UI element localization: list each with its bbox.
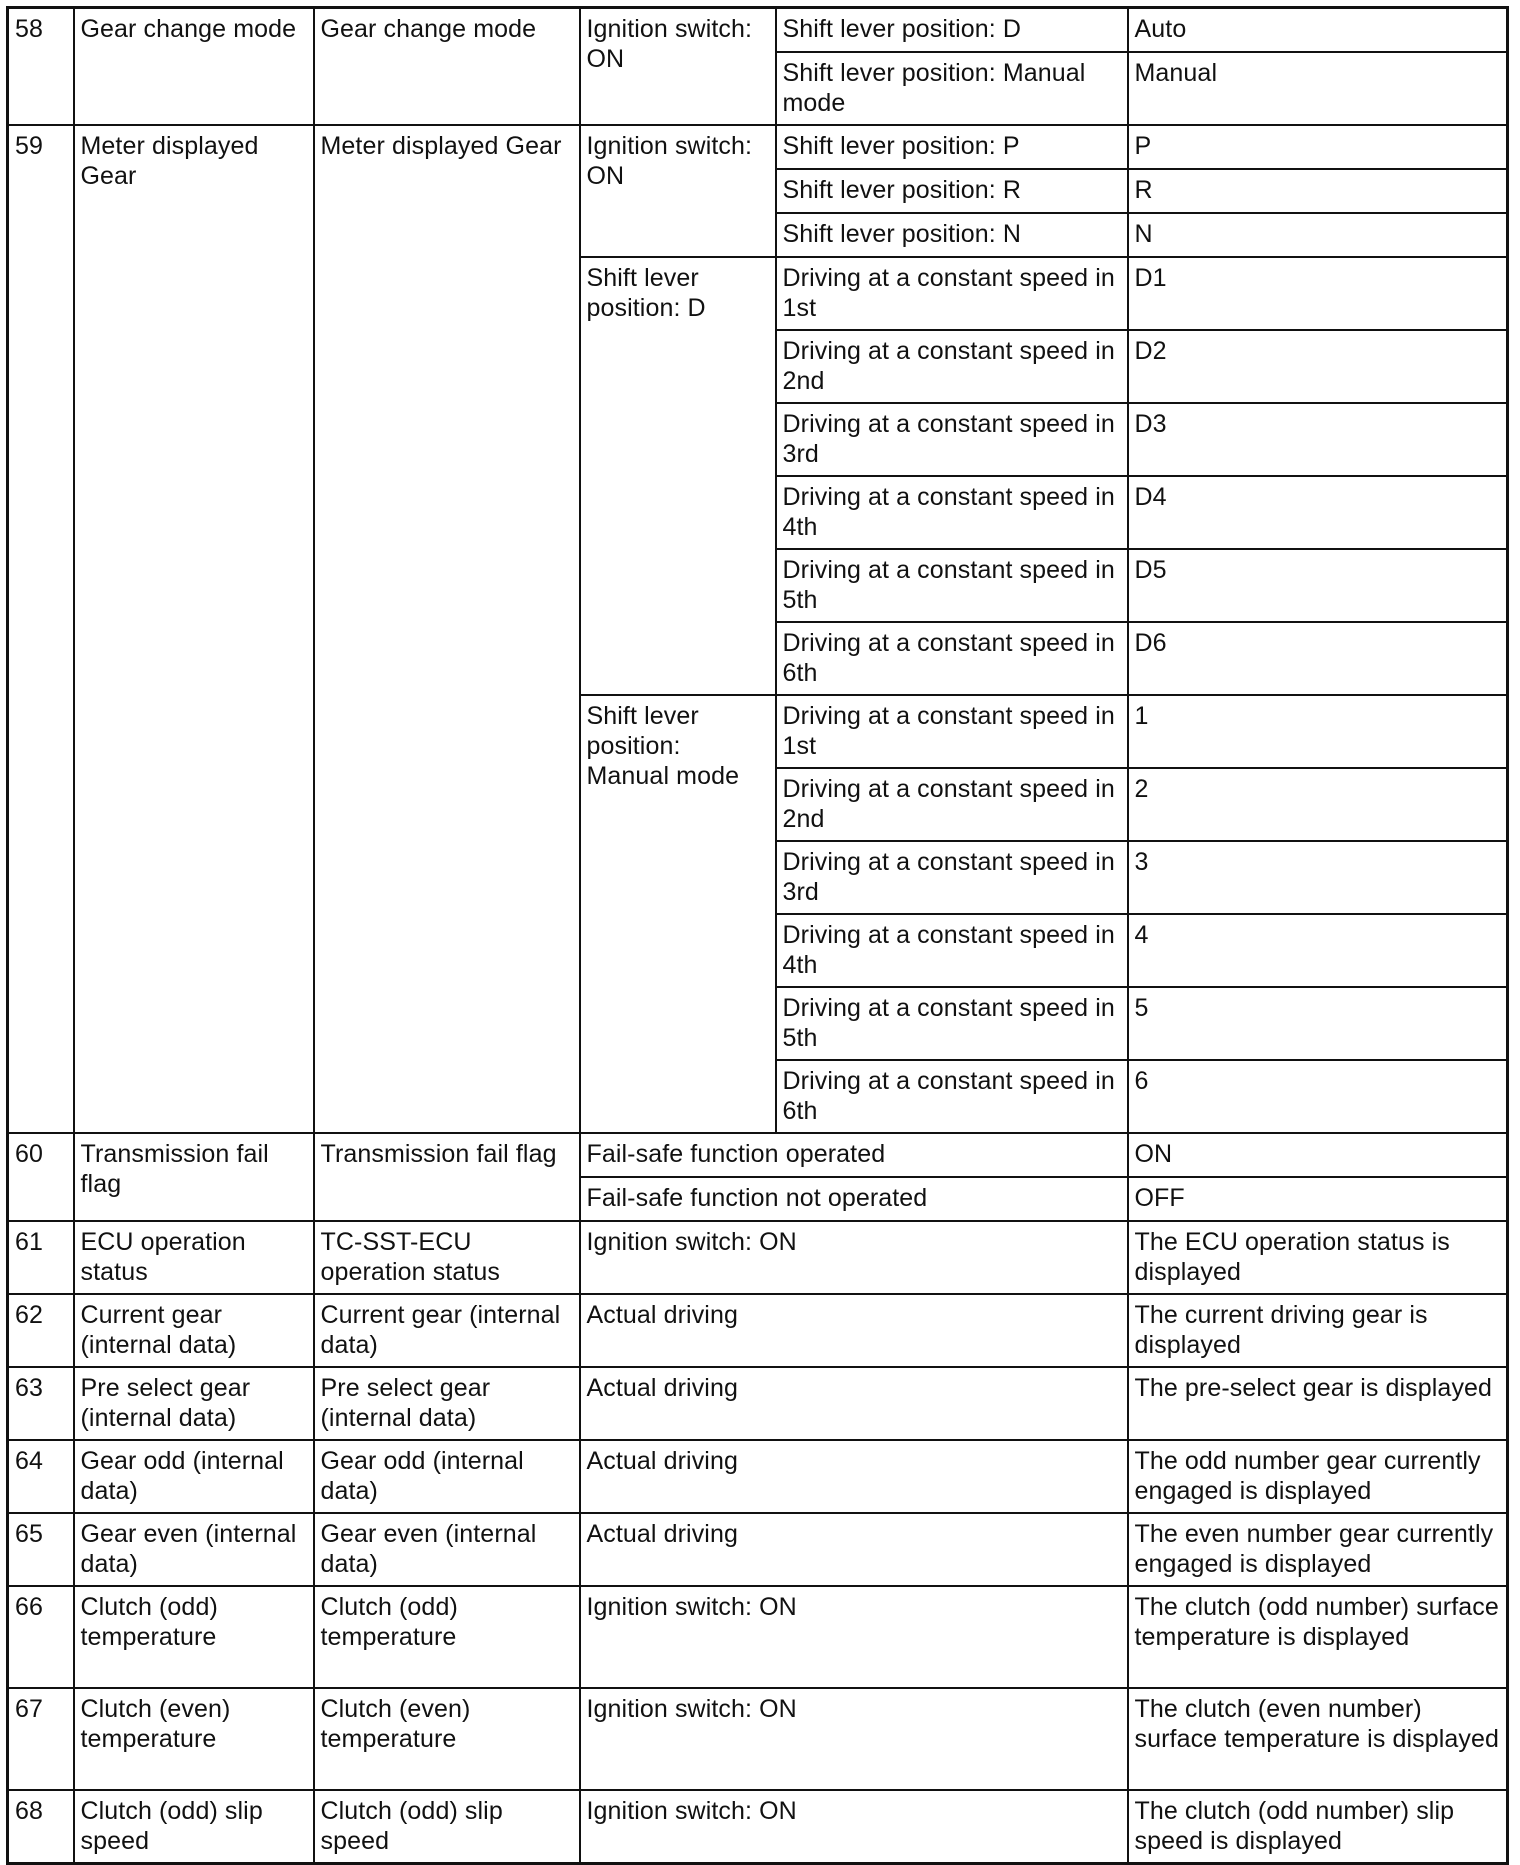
specification: D1 bbox=[1128, 257, 1508, 330]
measurement-item: Gear odd (internal data) bbox=[314, 1440, 580, 1513]
specification: P bbox=[1128, 125, 1508, 169]
condition: Fail-safe function not operated bbox=[580, 1177, 1128, 1221]
specification: 3 bbox=[1128, 841, 1508, 914]
specification: N bbox=[1128, 213, 1508, 257]
item-name: Clutch (odd) slip speed bbox=[74, 1790, 314, 1864]
specification: Auto bbox=[1128, 8, 1508, 53]
row-number: 67 bbox=[8, 1688, 74, 1790]
specification: 2 bbox=[1128, 768, 1508, 841]
specification: The clutch (odd number) surface temperature is displayed bbox=[1128, 1586, 1508, 1688]
condition-group: Shift lever position: D bbox=[580, 257, 776, 695]
table-row bbox=[8, 125, 1508, 169]
condition-detail: Driving at a constant speed in 1st bbox=[776, 257, 1128, 330]
specification: 1 bbox=[1128, 695, 1508, 768]
condition-detail: Driving at a constant speed in 2nd bbox=[776, 330, 1128, 403]
row-number: 64 bbox=[8, 1440, 74, 1513]
specification: R bbox=[1128, 169, 1508, 213]
specification: The clutch (even number) surface temperature is displayed bbox=[1128, 1688, 1508, 1790]
specification: OFF bbox=[1128, 1177, 1508, 1221]
measurement-item: Clutch (odd) slip speed bbox=[314, 1790, 580, 1864]
table-row bbox=[8, 1688, 1508, 1790]
specification: The odd number gear currently engaged is displayed bbox=[1128, 1440, 1508, 1513]
measurement-item: Gear even (internal data) bbox=[314, 1513, 580, 1586]
table-row bbox=[8, 1367, 1508, 1440]
specification: D3 bbox=[1128, 403, 1508, 476]
row-number: 66 bbox=[8, 1586, 74, 1688]
specification: D5 bbox=[1128, 549, 1508, 622]
condition-group: Shift lever position: Manual mode bbox=[580, 695, 776, 1133]
table-row bbox=[8, 1790, 1508, 1864]
measurement-item: Meter displayed Gear bbox=[314, 125, 580, 1133]
measurement-item: Clutch (odd) temperature bbox=[314, 1586, 580, 1688]
specification: D6 bbox=[1128, 622, 1508, 695]
condition-detail: Driving at a constant speed in 3rd bbox=[776, 403, 1128, 476]
specification: 5 bbox=[1128, 987, 1508, 1060]
specification: Manual bbox=[1128, 52, 1508, 125]
item-name: Gear even (internal data) bbox=[74, 1513, 314, 1586]
table-row bbox=[8, 1133, 1508, 1177]
condition: Ignition switch: ON bbox=[580, 1586, 1128, 1688]
row-number: 59 bbox=[8, 125, 74, 1133]
measurement-item: TC-SST-ECU operation status bbox=[314, 1221, 580, 1294]
table-row bbox=[8, 1440, 1508, 1513]
condition-detail: Driving at a constant speed in 5th bbox=[776, 987, 1128, 1060]
row-number: 61 bbox=[8, 1221, 74, 1294]
measurement-item: Current gear (internal data) bbox=[314, 1294, 580, 1367]
condition: Ignition switch: ON bbox=[580, 1221, 1128, 1294]
specification: The even number gear currently engaged is displayed bbox=[1128, 1513, 1508, 1586]
condition-detail: Driving at a constant speed in 6th bbox=[776, 622, 1128, 695]
specification: ON bbox=[1128, 1133, 1508, 1177]
condition-detail: Driving at a constant speed in 4th bbox=[776, 914, 1128, 987]
condition-group: Ignition switch: ON bbox=[580, 125, 776, 257]
condition-detail: Shift lever position: N bbox=[776, 213, 1128, 257]
item-name: Clutch (odd) temperature bbox=[74, 1586, 314, 1688]
specification: The ECU operation status is displayed bbox=[1128, 1221, 1508, 1294]
table-row bbox=[8, 1513, 1508, 1586]
condition-detail: Shift lever position: P bbox=[776, 125, 1128, 169]
condition-detail: Shift lever position: D bbox=[776, 8, 1128, 53]
measurement-item: Clutch (even) temperature bbox=[314, 1688, 580, 1790]
row-number: 58 bbox=[8, 8, 74, 126]
row-number: 68 bbox=[8, 1790, 74, 1864]
specification: 4 bbox=[1128, 914, 1508, 987]
condition: Fail-safe function operated bbox=[580, 1133, 1128, 1177]
condition-detail: Driving at a constant speed in 4th bbox=[776, 476, 1128, 549]
item-name: Clutch (even) temperature bbox=[74, 1688, 314, 1790]
specification: D2 bbox=[1128, 330, 1508, 403]
specification: The pre-select gear is displayed bbox=[1128, 1367, 1508, 1440]
specification: 6 bbox=[1128, 1060, 1508, 1133]
condition-detail: Driving at a constant speed in 2nd bbox=[776, 768, 1128, 841]
item-name: Gear odd (internal data) bbox=[74, 1440, 314, 1513]
condition-detail: Shift lever position: Manual mode bbox=[776, 52, 1128, 125]
row-number: 62 bbox=[8, 1294, 74, 1367]
table-row bbox=[8, 1586, 1508, 1688]
row-number: 63 bbox=[8, 1367, 74, 1440]
condition: Actual driving bbox=[580, 1367, 1128, 1440]
specification: The clutch (odd number) slip speed is displayed bbox=[1128, 1790, 1508, 1864]
measurement-item: Transmission fail flag bbox=[314, 1133, 580, 1221]
table-row bbox=[8, 1221, 1508, 1294]
condition: Ignition switch: ON bbox=[580, 1688, 1128, 1790]
condition: Actual driving bbox=[580, 1294, 1128, 1367]
item-name: Gear change mode bbox=[74, 8, 314, 126]
table-row bbox=[8, 1294, 1508, 1367]
condition-group: Ignition switch: ON bbox=[580, 8, 776, 126]
condition-detail: Driving at a constant speed in 5th bbox=[776, 549, 1128, 622]
condition-detail: Driving at a constant speed in 3rd bbox=[776, 841, 1128, 914]
measurement-item: Gear change mode bbox=[314, 8, 580, 126]
row-number: 65 bbox=[8, 1513, 74, 1586]
row-number: 60 bbox=[8, 1133, 74, 1221]
condition: Ignition switch: ON bbox=[580, 1790, 1128, 1864]
item-name: Current gear (internal data) bbox=[74, 1294, 314, 1367]
condition-detail: Driving at a constant speed in 1st bbox=[776, 695, 1128, 768]
measurement-item: Pre select gear (internal data) bbox=[314, 1367, 580, 1440]
table-row bbox=[8, 8, 1508, 53]
data-list-table bbox=[6, 6, 1509, 1865]
specification: D4 bbox=[1128, 476, 1508, 549]
item-name: ECU operation status bbox=[74, 1221, 314, 1294]
condition-detail: Shift lever position: R bbox=[776, 169, 1128, 213]
condition: Actual driving bbox=[580, 1513, 1128, 1586]
condition-detail: Driving at a constant speed in 6th bbox=[776, 1060, 1128, 1133]
specification: The current driving gear is displayed bbox=[1128, 1294, 1508, 1367]
item-name: Pre select gear (internal data) bbox=[74, 1367, 314, 1440]
item-name: Meter displayed Gear bbox=[74, 125, 314, 1133]
item-name: Transmission fail flag bbox=[74, 1133, 314, 1221]
condition: Actual driving bbox=[580, 1440, 1128, 1513]
